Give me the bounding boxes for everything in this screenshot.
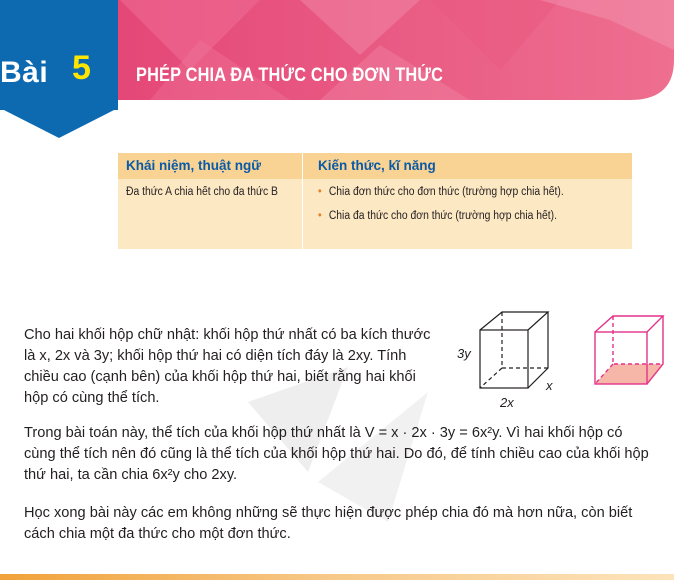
lesson-banner: [0, 0, 674, 110]
bullet-icon: •: [318, 186, 322, 198]
conclusion-text: Học xong bài này các em không những sẽ thực hiện được phép chia đó mà hơn nữa, còn biết cách chia một đa thức cho một đơn thức.: [24, 505, 633, 542]
bullet-icon: •: [318, 210, 322, 222]
explanation-text: Trong bài toán này, thể tích của khối hộp thứ nhất là V = x · 2x · 3y = 6x²y. Vì hai khối hộp có cùng thể tích nên đó cũng là thể tích của khối hộp thứ hai. Do đó, để tính chiều cao của khối hộp thứ hai, ta cần chia 6x²y cho 2xy.: [24, 425, 649, 483]
problem-text: Cho hai khối hộp chữ nhật: khối hộp thứ nhất có ba kích thước là x, 2x và 3y; khối hộp thứ hai có diện tích đáy là 2xy. Tính chiều cao (cạnh bên) của khối hộp thứ hai, biết rằng hai khối hộp có cùng thể tích.: [24, 327, 431, 406]
bai-label: Bài: [0, 56, 49, 89]
skill-item: • Chia đa thức cho đơn thức (trường hợp chia hết).: [318, 210, 557, 222]
badge-tail: [0, 108, 118, 140]
knowledge-table: [118, 153, 632, 249]
second-box-figure: [585, 312, 670, 392]
bottom-strip: [0, 574, 674, 580]
concept-item: Đa thức A chia hết cho đa thức B: [126, 186, 278, 198]
skills-header: Kiến thức, kĩ năng: [318, 158, 436, 173]
lesson-number: 5: [72, 49, 91, 87]
height-label: 3y: [457, 346, 471, 361]
banner-background: [0, 0, 674, 110]
width-label: 2x: [500, 395, 514, 410]
column-divider: [302, 153, 303, 249]
depth-label: x: [546, 378, 553, 393]
lesson-title: PHÉP CHIA ĐA THỨC CHO ĐƠN THỨC: [136, 65, 444, 86]
lesson-badge: [0, 0, 118, 110]
skill-item: • Chia đơn thức cho đơn thức (trường hợp chia hết).: [318, 186, 564, 198]
concepts-header: Khái niệm, thuật ngữ: [126, 158, 262, 173]
